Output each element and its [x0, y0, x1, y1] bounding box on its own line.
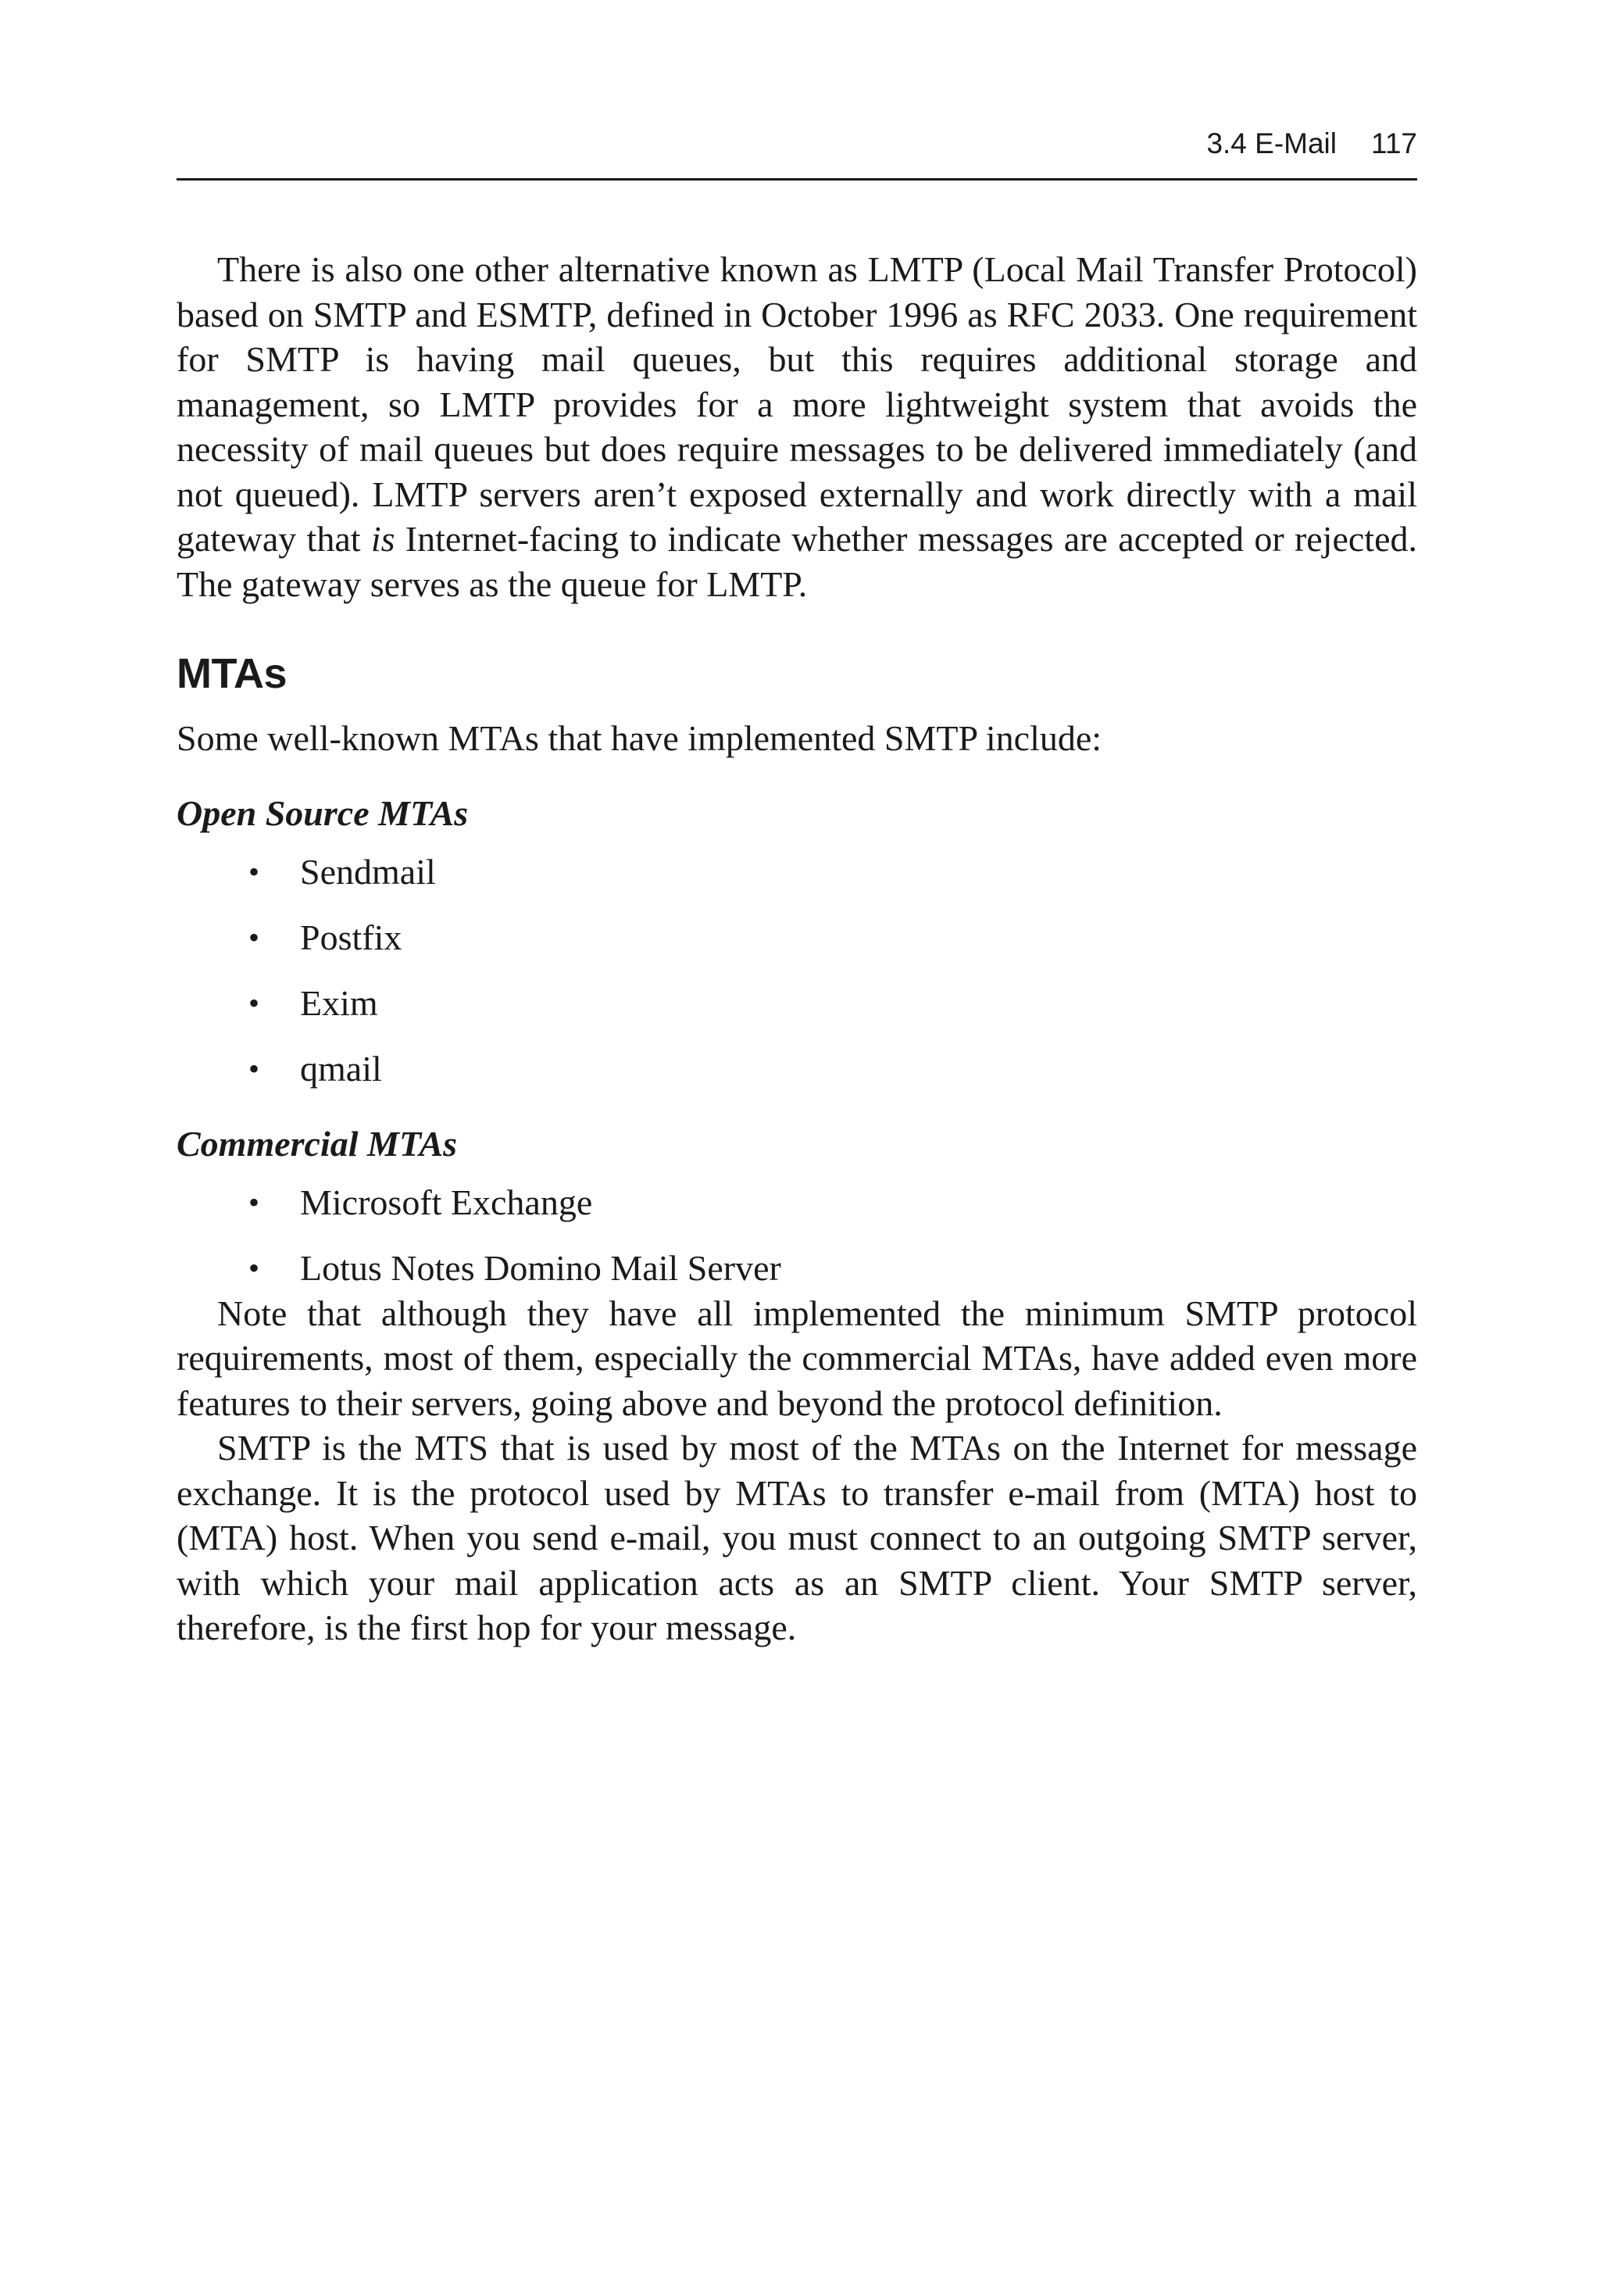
bullet-icon: •: [248, 1051, 260, 1086]
bullet-icon: •: [248, 920, 260, 955]
open-source-item-label: Exim: [300, 983, 378, 1023]
mtas-intro: Some well-known MTAs that have implemented SMTP include:: [177, 718, 1102, 758]
open-source-list-item: [177, 915, 1417, 960]
page-number: 117: [1371, 127, 1417, 159]
running-head-section: 3.4 E-Mail: [1206, 127, 1337, 159]
commercial-list: [177, 1180, 1417, 1291]
open-source-list-item: [177, 1046, 1417, 1092]
commercial-list-item: [177, 1246, 1417, 1291]
open-source-list-item: [177, 981, 1417, 1026]
section-heading-mtas: MTAs: [177, 650, 287, 697]
bullet-icon: •: [248, 854, 260, 889]
open-source-item-label: qmail: [300, 1049, 382, 1089]
open-source-item-label: Postfix: [300, 917, 402, 957]
commercial-item-label: Microsoft Exchange: [300, 1182, 593, 1222]
subheading-open-source: Open Source MTAs: [177, 792, 469, 833]
commercial-item-label: Lotus Notes Domino Mail Server: [300, 1248, 781, 1288]
paragraph-lmtp-part1: There is also one other alternative known as LMTP (Local Mail Transfer Protocol) based on SMTP and ESMTP, defined in October 1996 as RFC 2033. One requirement for SMTP is having mail queues, but this requires additional storage and management, so LMTP provides for a more lightweight system that avoids the necessity of mail queues but does require messages to be delivered immediately (and not queued). LMTP servers aren’t exposed externally and work directly with a mail gateway that: [177, 249, 1417, 559]
paragraph-lmtp: [177, 247, 1417, 606]
bullet-icon: •: [248, 985, 260, 1021]
open-source-list-item: [177, 849, 1417, 895]
paragraph-smtp: SMTP is the MTS that is used by most of the MTAs on the Internet for message exchange. It is the protocol used by MTAs to transfer e-mail from (MTA) host to (MTA) host. When you send e-mail, you must connect to an outgoing SMTP server, with which your mail application acts as an SMTP client. Your SMTP server, therefore, is the first hop for your message.: [177, 1428, 1417, 1647]
paragraph-note: Note that although they have all implemented the minimum SMTP protocol requirements, most of them, especially the commercial MTAs, have added even more features to their servers, going above and beyond the protocol definition.: [177, 1293, 1417, 1423]
running-head: [1206, 123, 1417, 164]
paragraph-lmtp-part2: Internet-facing to indicate whether messages are accepted or rejected. The gateway serves as the queue for LMTP.: [177, 519, 1417, 604]
header-rule: [177, 178, 1417, 181]
paragraph-lmtp-emphasis: is: [370, 519, 395, 559]
commercial-list-item: [177, 1180, 1417, 1225]
bullet-icon: •: [248, 1250, 260, 1286]
bullet-icon: •: [248, 1185, 260, 1220]
open-source-item-label: Sendmail: [300, 852, 436, 892]
open-source-list: [177, 849, 1417, 1092]
body-text: [177, 247, 1417, 1650]
subheading-commercial: Commercial MTAs: [177, 1123, 458, 1164]
